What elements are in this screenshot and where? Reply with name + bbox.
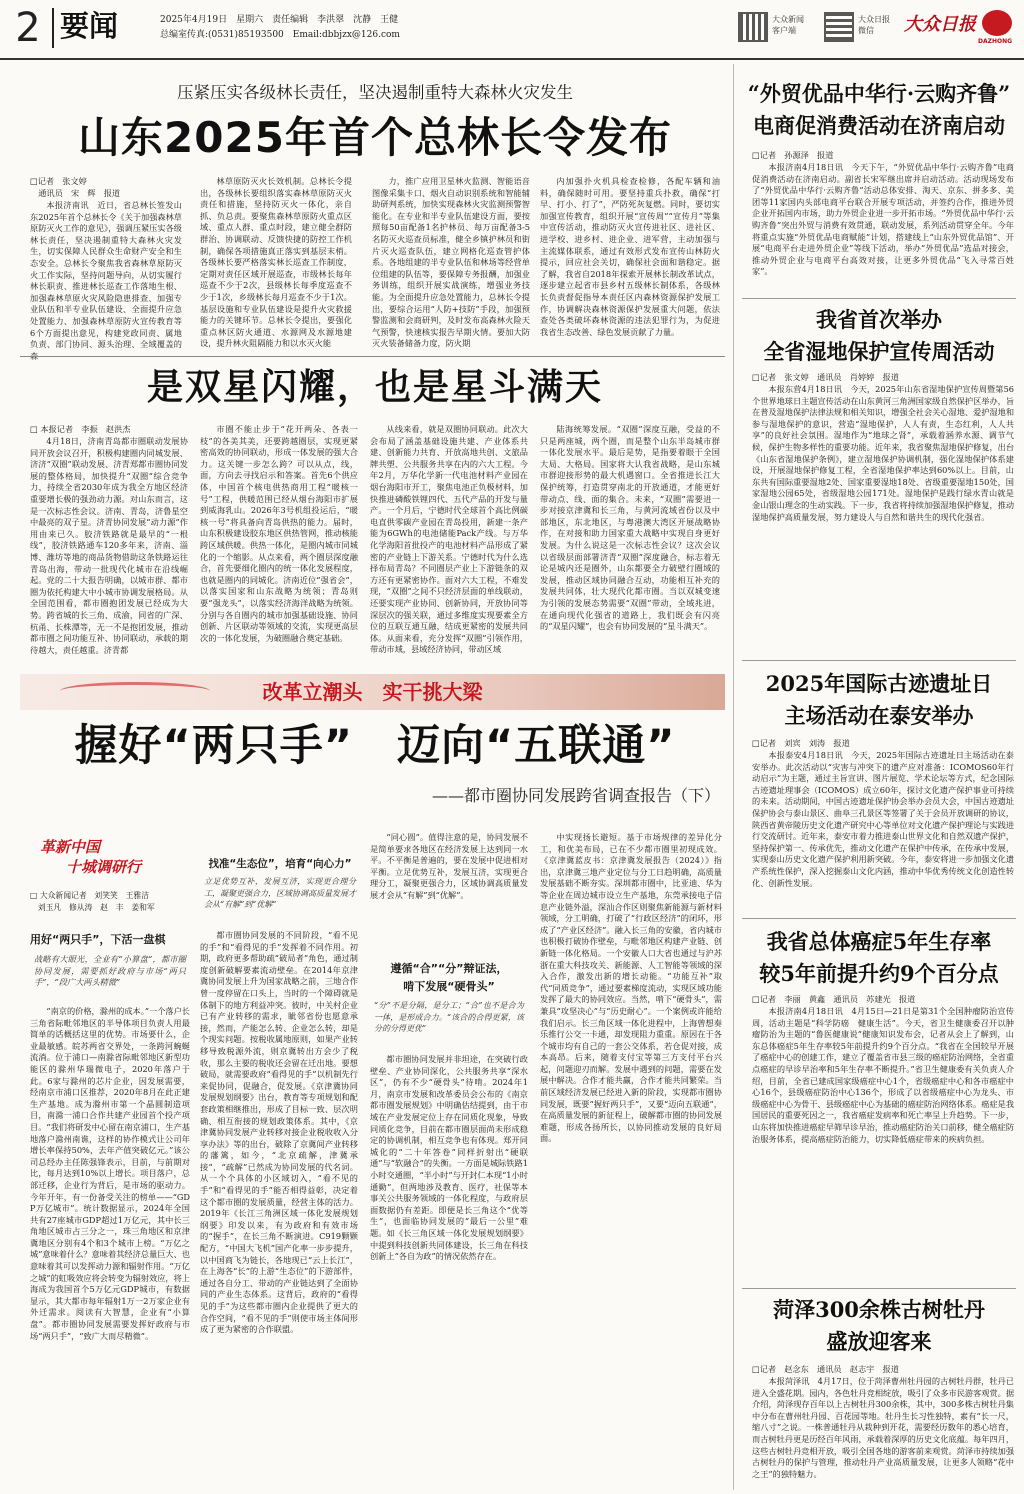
subsection-lead: “分”不是分隔，是分工；“合”也不是合为一体，是形成合力。“该合的合得更紧，该分的分得更优” xyxy=(374,1001,524,1034)
sidebar-headline: 我省总体癌症5年生存率 xyxy=(766,929,992,954)
byline: □ 大众新闻记者 刘笑笑 王雅洁 刘玉凡 修从涛 赵 丰 姜和军 xyxy=(30,891,155,912)
sidebar-headline: 主场活动在泰安举办 xyxy=(784,703,974,728)
article-column: 4月18日，济南青岛都市圈联动发展协同开放会议召开，积极构建圈内同城发展、济济“双圈”联动发展、济青郑都市圈协同发展的整体格局，加快提升“双圈”综合竞争力，持续全省2030年成为我全方地区经济重要增长极的强劲动力源。对山东而言，这是一次标志性会议。济南、青岛，济鲁星空中最亮的双子星。济青协同发展“动力源”作用由来已久。胶济铁路就是最早的“一根线”，胶济铁路通车120多年来，济南、淄博、潍坊等地的商品货物借助这条铁路运往青岛出海，带动一批现代化城市在沿线崛起。党的二十大报告明确，以城市群、都市圈为依托构建大中小城市协调发展格局。从全国范围看，都市圈抱团发展已经成为大势。跨省城的长三角、成渝，同省的广深、杭甬、长株潭等，无一不是抱团发展，推动都市圈之间功能互补、协同联动，承载的期待越大，责任越重。济青都 xyxy=(30,436,188,655)
series-logo-line2: 十城调研行 xyxy=(66,858,142,876)
article-column: 都市圈协同发展并非坦途，在突破行政壁垒、产业协同深化，公共服务共享“深水区”，仍有不少“硬骨头”待啃。2024年1月，南京市发展和改革委员会公布的《南京都市圈发展规划》中明确估结提到，由于市域在产业发展定位上存在同质化现象，导致同质化竞争，目前在都市圈层面尚未形成稳定的协调机制，相互竞争也有体现。郑开同城化的“二十年答卷”同样折射出“硬联通”与“软融合”的失衡。一方面是城际铁路1小时交通圈，“半小时”与开封仁本现“1小时通勤”，但两地涉及教育、医疗，社保等本事关公共服务领域的一体化程度，与政府层面数据仍有差距。即便是长三角这个“优等生”，也面临协同发展的“最后一公里”难题。如《长三角区域一体化发展规划纲要》中提到科技创新共同体建设，长三角在科技创新上“各自为政”的情况依然存在。 xyxy=(370,1054,528,1262)
byline: □记者 孙源泽 报道 xyxy=(752,150,834,160)
sidebar-headline: 我省首次举办 xyxy=(816,307,942,332)
byline: □记者 张文婷 通讯员 肖婷婷 报道 xyxy=(752,372,899,382)
sidebar-article-text: 本报济南4月18日讯 今天下午，“外贸优品中华行·云购齐鲁”电商促消费活动在济南启动。副省长宋军继出席并启动活动。活动现场发布了“外贸优品中华行·云购齐鲁”活动总体安排、淘天、京东、拼多多、美团等11家国内头部电商平台联合开展专项活动，并签约合作，推进外贸企业开拓国内市场，助力外贸企业进一步开拓市场。“外贸优品中华行·云购齐鲁”突出外贸与消费有效贯通，联动发展，系列活动贯穿全年。今年将重点实施“外贸优品电商赋能”计划，搭建线上“山东外贸优品馆”、开展“电商平台走进外贸企业”等线下活动，举办“外贸优品”选品对接会，推动外贸企业与电商平台高效对接，让更多外贸优品“飞入寻常百姓家”。 xyxy=(752,162,1014,277)
qr-label-client: 大众新闻 客户端 xyxy=(772,15,804,35)
article-column: 中实现扬长避短。基于市场规律的差异化分工，和优美布局，已在不少都市圈里初现成效。《京津冀蓝皮书：京津冀发展报告（2024）》指出，京津冀三地产业定位与分工日趋明确，高质量发展基础不断夯实。深圳都市圈中，比亚迪、华为等企业在周边城市设立生产基地，东莞承接电子信息产业链外溢，深汕合作区则聚焦新能源与新材料领域，分工明确，打破了“行政区经济”的闭环，形成了“产业区经济”。融入长三角的安徽，省内城市也积极打破协作壁垒，与毗邻地区构建产业链、创新链一体化格局。一个安徽人口大省也通过与沪苏浙在重大科技攻关、新能源、人工智能等领域的深入合作，激发出新的增长动能。“功能互补”取代“同质竞争”，通过要素梯度流动，实现区域功能发挥了最大的协同效应。当然，啃下“硬骨头”，需兼具“攻坚决心”与“历史耐心”。一个案例或许能给我们启示。长三角区域一体化进程中，上海曾想奏乐推行公交一卡通，却发现阻力重重。原因在于各个城市均有自己的一套公交体系，若仓促对接，成本高昂。后来，随着支付宝等第三方支付平台兴起，问题迎刃而解。发展中遇到的问题，需要在发展中解决。合作才能共赢，合作才能共同繁荣。当前区域经济发展已经进入新的阶段，实现都市圈协同发展，既要“握好两只手”，又要“迈向五联通”，在高质量发展的新征程上，破解都市圈的协同发展难题，形成各扬所长，以协同推动发展的良好局面。 xyxy=(540,832,722,1144)
sidebar-headline: “外贸优品中华行·云购齐鲁” xyxy=(747,81,1011,106)
sidebar-headline: 2025年国际古迹遗址日 xyxy=(765,671,993,696)
hotline: 总编室传真:(0531)85193500 Email:dbbjzx@126.com xyxy=(160,30,400,40)
qr-code-client xyxy=(738,12,768,42)
article-column: “同心圆”。值得注意的是，协同发展不是简单要求各地区在经济发展上达到同一水平。不平衡是普遍的，要在发展中促进相对平衡。立足优势互补，发展互济，实现更合理分工，凝聚更强合力，区域协调高质量发展才会从“有解”到“优解”。 xyxy=(370,832,528,900)
article-column: 力，推广应用卫星林火监测、智能语音图像采集卡口、烟火自动识别系统和智能辅助研判系统，加快实现森林火灾监测预警智能化。在专业和半专业队伍建设方面，要按照每50亩配备1名护林员、每万亩配备3-5名防灭火巡查员标准，健全乡镇护林员和街片灭火巡查队伍，建立网格化巡查管护体系。各地组建的半专业队伍和林场等经营单位组建的队伍等，要保障专务报酬，加强业务训练，组织开展实战演练，增强业务技能。为全面提升应急处置能力，总林长令提出，要综合运用“人防+技防”手段，加强预警监测和会商研判，及时发布高森林火险天气预警，快速核实报告早期火情。要加大防灭火装备储备力度，防火期 xyxy=(372,176,530,349)
article-column: 都市圈协同发展的不同阶段，“看不见的手”和“看得见的手”发挥着不同作用。初期，政府更多帮助疏“破局者”角色，通过制度创新破解要素流动壁垒。在2014年京津冀协同发展上升为国家战略之前，三地合作曾一度停留在口头上，当时的一个障碍就是体制下的地方利益冲突。彼时，中关村企业已有产业转移的需求，眦邻省份也愿意承接，然而，产能怎么转、企业怎么转，却是个现实问题。按税收属地原则，如果产业转移导致税源外流，则京冀转出方会少了税收，那么主要的税收还会留在迁出地。要想破局，就需要政府“看得见的手”以机制先行来促协同，促融合，促发展。《京津冀协同发展规划纲要》出台，教育等专项规划和配套政策相继推出，形成了目标一致、层次明确、相互衔接的规划政策体系。其中，《京津冀协同发展产业转移对接企业税收收入分享办法》等的出台，破除了京冀间产业转移的藩篱，如今，“北京疏解，津冀承接”，“疏解”已然成为协同发展的代名词。从一个个具体的小区域切入，“看不见的手”和“看得见的手”能否相得益彰，决定着这个都市圈的发展质量，经营主体的活力。2019年《长江三角洲区域一体化发展规划纲要》印发以来，有为政府和有效市场的“握手”，在长三角不断演进。C919颗颗配方，“中国大飞机”国产化率一步步提升，以中国商飞为链长，各地现已“云上长江”，在上海各“长”的上游“生态位”的下游部件，通过各自分工、带动的产业链达到了全面协同的产业生态体系。这背后，政府的“看得见的手”为这些都市圈内企业提供了更大的合作空间，“看不见的手”则使市场主体间形成了更为紧密的合作联盟。 xyxy=(200,930,358,1335)
subsection-lead: 立足优势互补，发展互济，实现更合理分工，凝聚更强合力，区域协调高质量发展才会从“有解”到“优解” xyxy=(204,877,356,910)
article-column: 从线来看，就是双圈协同联动。此次大会布局了涵盖基础设施共建、产业体系共建、创新能力共育、开放高地共创、文旅品牌共塑、公共服务共享在内的六大工程。今年2月，万华化学新一代电池材料产业园在烟台海阳市开工，聚焦电池正负极材料，加快推进磷酸铁锂四代、五代产品的开发与量产。一个月后，宁德时代全球首个高比例碳电直供零碳产业园在青岛投用，新建一条产能为6GWh的电池储能Pack产线。与万华化学海阳首批投产的电池材料产品形成了紧密的产业链上下游关系。宁德时代为什么选择布局青岛？不同圈层产业上下游链条的双方还有更紧密协作。面对六大工程，不难发现，“双圈”之间不只经济层面的单线联动，还要实现产业协同、创新协同，开放协同等深层次的强关联，通过多维度实现要素全方位的互联互通互融，结成更紧密的发展共同体。从面来看，充分发挥“双圈”引领作用，带动市域，县域经济协同，带动区域 xyxy=(370,424,528,655)
series-logo xyxy=(30,834,180,880)
byline: □记者 李丽 黄鑫 通讯员 苏建光 报道 xyxy=(752,994,916,1004)
headline-two-hands: 握好“两只手” 迈向“五联通” xyxy=(74,721,676,771)
sidebar-article-text: 本报泰安4月18日讯 今天，2025年国际古迹遗址日主场活动在泰安举办。此次活动以“灾害与冲突下的遗产应对准备：ICOMOS60年行动启示”为主题，通过主旨宣讲、图片展览、学术论坛等方式，纪念国际古迹遗址理事会（ICOMOS）成立60年，探讨文化遗产保护事业可持续的未来。活动期间，中国古迹遗址保护协会举办会员大会，中国古迹遗址保护协会与泰山景区、曲阜三孔景区等签署了关于会员开放调研的协议，陕西省黄帝陵历史文化遗产研究中心等单位对文化遗产保护理论与实践进行交流研讨。近年来，泰安市着力推进泰山世界文化和自然双遗产保护，坚持保护第一、传承优先，推动文化遗产在保护中传承，在传承中发展，实现泰山历史文化遗产保护利用新突破。今年，泰安将进一步加强文化遗产系统性保护，深入挖掘泰山文化内涵，推动中华优秀传统文化创造性转化、创新性发展。 xyxy=(752,750,1015,888)
paper-emblem-icon xyxy=(982,10,1012,36)
article-column: 内加强扑火机具检查检修，各配车辆和油料，确保随时可用。要坚持重兵扑救，确保“打早、打小、打了”，严防死灰复燃。同时，要切实加强宣传教育，组织开展“宣传周”“宣传月”等集中宣传活动，推动防灭火宣传进社区、进社区、进学校、进乡村、进企业、进军营，主动加强与主流媒体联系，通过有效形式发布宣传山林防火提示，回应社会关切，确保社会面和谐稳定。据了解，我省自2018年探索开展林长制改革试点，逐步建立起省市县乡村五级林长制体系，各级林长负责督促指导本责任区内森林资源保护发展工作，协调解决森林资源保护发展重大问题，依法查处各类破坏森林资源的违法犯罪行为，为促进我省生态改善、绿色发展贡献了力量。 xyxy=(540,176,720,337)
date-line: 2025年4月19日 星期六 责任编辑 李洪翠 沈静 王健 xyxy=(160,15,399,25)
sidebar-headline: 全省湿地保护宣传周活动 xyxy=(763,339,995,364)
series-logo-line1: 革新中国 xyxy=(40,838,101,856)
sidebar-article-text: 本报济南4月18日讯 4月15日—21日是第31个全国肿瘤防治宣传周，活动主题是“科学防癌 健康生活”。今天，省卫生健康委召开以肿瘤防治为主题的“鲁医健康说”健康知识发布会，记者从会上了解到，山东总体癌症5年生存率较5年前提升约9个百分点。“我省在全国较早开展了癌症中心的创建工作，建立了覆盖省市县三级的癌症防治网络，全省重点癌症的早诊早治率和5年生存率不断提升。”省卫生健康委有关负责人介绍，目前，全省已建成国家级癌症中心1个，省级癌症中心和各市癌症中心16个，县级癌症防治中心136个，形成了以省级癌症中心为龙头、市级癌症中心为骨干、县级癌症中心为基础的癌症防治网络体系。癌症是我国居民的重要死因之一，我省癌症发病率和死亡率呈上升趋势。下一步，山东将加快推进癌症早筛早诊早治，推动癌症防治关口前移，健全癌症防治服务体系，提高癌症防治能力，切实降低癌症带来的疾病负担。 xyxy=(752,1006,1015,1144)
byline: □记者 张文婷 通讯员 宋 辉 报道 xyxy=(30,176,121,198)
subheadline: ——都市圈协同发展跨省调查报告（下） xyxy=(431,786,720,805)
sidebar-headline: 盛放迎客来 xyxy=(826,1329,932,1354)
sidebar-article-text: 本报菏泽讯 4月17日，位于菏泽曹州牡丹园的古树牡丹群，牡丹已进入全盛花期。园内，各色牡丹竞相绽放，吸引了众多市民游客观赏。据介绍，菏泽现存百年以上古树牡丹300余株，其中，300多株古树牡丹集中分布在曹州牡丹园、百花园等地。牡丹生长习性独特，素有“长一尺，缩八寸”之说。一株普通牡丹从栽种到开花，需要经历数年的悉心培育，而古树牡丹更是历经百年风雨，承载着深厚的历史文化底蕴。每年四月，这些古树牡丹竞相开放，吸引全国各地的游客前来观赏。菏泽市持续加强古树牡丹的保护与管理，推动牡丹产业高质量发展，让更多人领略“花中之王”的独特魅力。 xyxy=(752,1376,1015,1479)
kicker: 压紧压实各级林长责任，坚决遏制重特大森林火灾发生 xyxy=(177,83,573,102)
paper-name-logo: 大众日报 xyxy=(904,14,976,35)
byline: □记者 赵念东 通讯员 赵志宇 报道 xyxy=(752,1364,899,1374)
byline: □ 本报记者 李振 赵洪杰 xyxy=(30,424,131,434)
article-column: 市圈不能止步于“花开两朵、各表一枝”的各美其美，还要跨越圈层，实现更紧密高效的协同联动，形成一体发展的强大合力。这关键一步怎么跨？可以从点，线，面，方向去寻找启示和答案。首先6个供应体，中国首个核电供热商用工程“暖核一号”工程，供暖范围已经从烟台海阳市扩展到威海乳山。2026年3号机组投运后，“暖核一号”将具备向青岛供热的能力。届时，山东积极建设胶东地区供热管网，推动核能跨区域供暖。供热一体化，是圈内城市同城化的一个缩影。从点来看，两个圈层深度融合，首先要细化圈内的统一体化发展程度，也就是圈内的同城化。济南近位“强省会”，以落实国家和山东战略为统领；青岛则要“强龙头”，以落实经济海洋战略为统领。分别与各自圈内的城市加强基础设施、协同创新、片区联动等领域的交流，实现更高层次的一体化发展，为破圈融合奠定基础。 xyxy=(200,424,358,643)
section-lead: 战略有大眼光，全业有“小算盘”，都市圈协同发展，需要抓好政府与市场“两只手”，“段广大两头精微” xyxy=(34,954,186,988)
subsection-title-dialectics: 遵循“合”“分”辩证法， 啃下发展“硬骨头” xyxy=(390,962,508,993)
byline: □记者 刘宾 刘涛 报道 xyxy=(752,738,850,748)
sidebar-headline: 电商促消费活动在济南启动 xyxy=(753,113,1005,138)
subsection-title-ecological-niche: 找准“生态位”，培育“向心力” xyxy=(208,858,352,870)
qr-code-wechat xyxy=(824,12,854,42)
article-column: “南京的价格，滁州的成本。”一个落户长三角省际毗邻地区的半导体项目负责人用最简单的话概括这里的优势。市场要什么，企业最敏感。皖苏两省交界处，一条跨河蜿蜒流淌。位于浦口—南滁省际毗邻地区新型功能区的滁州华瑞微电子，2020年落户于此。6家与滁州的芯片企业，因发展需要，经南京市浦口区推荐，2020年8月在此正建生产基地。成为滁州市第一个晶圆制造项目，南滁一浦口合作共建产业园首个投产项目。“我们将研发中心留在南京浦口，生产基地落户滁州南谯，这样的协作模式让公司年增长率保持50%，去年产值突破亿元。”该公司总经办主任陈强锋表示，目前，与前期对比，每月达到10%以上增长。项目落户，总部迁移，企业行为背后，是市场的驱动力。今年开年，有一份备受关注的榜单——“GDP万亿城市”。统计数据显示，2024年全国共有27座城市GDP超过1万亿元，其中长三角地区城市占三分之一，珠三角地区和京津冀地区分别有4个和3个城市上榜。“万亿之城”意味着什么？意味着其经济总量巨大、也意味着其可以发挥动力源和辐射作用。“万亿之城”的虹吸效应将会转变为辐射效应，将上海成为我国首个5万亿元GDP城市，有数据显示，其大都市每年辐射1万一2万家企业有外迁需求。阅读有大智慧，企业有“小算盘”。都市圈协同发展需要发挥好政府与市场“两只手”，“致广大而尽精微”。 xyxy=(30,1006,190,1341)
article-column: 林草原防灭火长效机制。总林长令提出，各级林长要组织落实森林草原防灭火责任和措施，坚持防灭火一体化，亲自抓、负总责。要聚焦森林草原防火重点区域、重点人群、重点时段，建立健全群防群治、协调联动、反馈快捷的防控工作机制，确保各项措施真正落实到基层末梢。各级林长要严格落实林长巡查工作制度，定期对责任区域开展巡查，市级林长每年巡查不少于2次，县级林长每季度巡查不少于1次，乡级林长每月巡查不少于1次。基层设施和专业队伍建设是提升火灾救援能力的关键环节。总林长令提出，要强化重点林区防火通道、水源网及水源地建设，提升林火阻隔能力和以水灭火能 xyxy=(200,176,352,349)
sidebar-headline: 较5年前提升约9个百分点 xyxy=(759,961,999,986)
paper-en-name: DAZHONG xyxy=(978,38,1013,45)
reform-banner xyxy=(20,674,725,710)
section-title-two-hands: 用好“两只手”，下活一盘棋 xyxy=(30,933,166,946)
section-title: 要闻 xyxy=(60,9,119,43)
masthead xyxy=(0,0,1024,62)
sidebar-article-text: 本报东营4月18日讯 今天，2025年山东省湿地保护宣传周暨第56个世界地球日主题宣传活动在山东黄河三角洲国家级自然保护区举办，旨在普及湿地保护法律法规和相关知识，增强全社会关心湿地、爱护湿地和参与湿地保护的意识，营造“湿地保护，人人有责，生态红利，人人共享”的良好社会氛围。湿地作为“地球之肾”，承载着涵养水源、调节气候，保护生物多样性的重要功能。近年来，我省聚焦湿地保护修复，出台《山东省湿地保护条例》，建立湿地保护协调机制，强化湿地保护体系建设，开展湿地保护修复工程，全省湿地保护率达到60%以上。目前，山东共有国际重要湿地2处、国家重要湿地18处、省级重要湿地150处，国家湿地公园65处，省级湿地公园171处。湿地保护是践行绿水青山就是金山银山理念的生动实践。下一步，我省将持续加强湿地保护修复，推动湿地保护高质量发展，努力建设人与自然和谐共生的现代化强省。 xyxy=(752,384,1015,522)
page-number: 2 xyxy=(15,5,41,51)
article-column: 陆海统筹发展。“双圈”深度互融，受益的不只是两座城，两个圈，而是整个山东半岛城市群一体化发展水平。最后是势，是指要着眼于全国大局、大格局。国家将大认我省战略，是山东城市群迎接形势的最大机遇窗口。全省推进长江大保护统筹，打造贯穿南北的开放通道，才能更好带动点、线、面的集合。未来，“双圈”需要进一步对接京津冀和长三角，与黄河流域省份以及中部地区，东北地区，与粤港澳大湾区开展战略协作，在对接和助力国家重大战略中实现自身更好发展。为什么说这是一次标志性会议？这次会议以省级层面部署济青“双圈”深度融合，标志着无论是城内还是圈外，山东都要全力破壁行圈域的发展，推动区域协同融合互动，功能相互补充的发展共同体，壮大现代化都市圈。当以双城变速为引领的发展态势需要“双圈”带动，全域兆进，在通向现代化强省的道路上，我们既会有闪亮的“双星闪耀”，也会有协同发展的“星斗满天”。 xyxy=(540,424,720,632)
banner-text: 改革立潮头 实干挑大梁 xyxy=(262,680,483,704)
qr-label-wechat: 大众日报 微信 xyxy=(858,15,890,35)
sidebar-headline: 菏泽300余株古树牡丹 xyxy=(773,1297,985,1322)
article-column: 本报济南讯 近日，省总林长签发山东2025年首个总林长令《关于加强森林草原防灭火工作的意见》，强调压紧压实各级林长责任，坚决遏制重特大森林火灾发生，切实保障人民群众生命财产安全和生态安全。总林长令聚焦我省森林草原防灭火工作实际，坚持问题导向，从切实履行林长职责、推进林长巡查工作落地生根、加强森林草原火灾风险隐患排查、加强专业队伍和半专业队伍建设、全面提升应急处置能力、加强森林草原防火宣传教育等6个方面提出意见，构建党政同责、属地负责、部门协同、源头治理、全域覆盖的森 xyxy=(30,200,182,361)
headline-forest-chief-order: 山东2025年首个总林长令发布 xyxy=(78,113,672,162)
headline-twin-stars: 是双星闪耀，也是星斗满天 xyxy=(146,367,603,408)
